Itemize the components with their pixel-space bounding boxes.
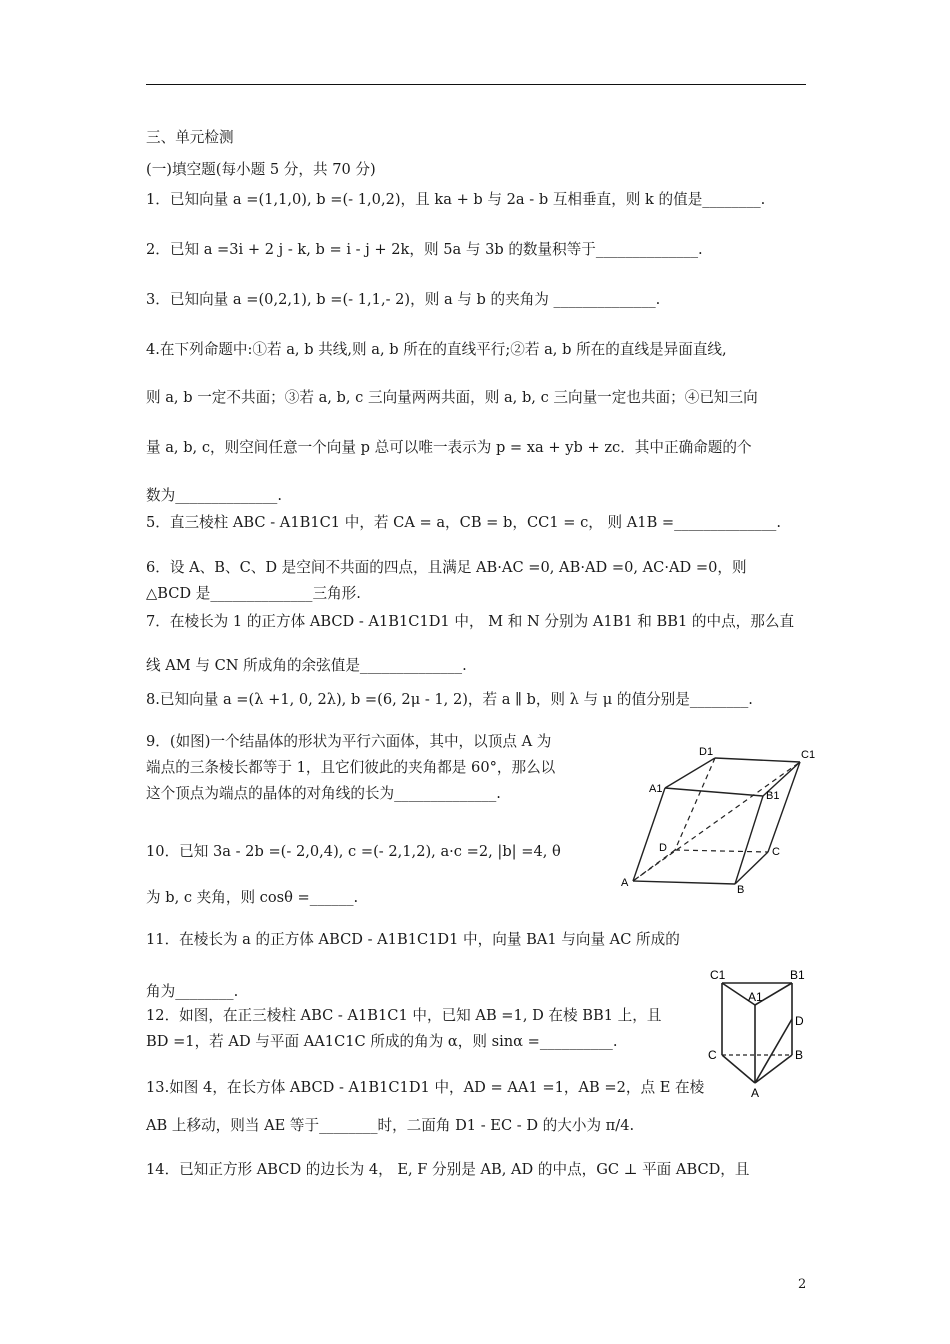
vertex-label: C1 xyxy=(801,749,816,761)
problem-line: 12．如图，在正三棱柱 ABC - A1B1C1 中，已知 AB =1, D 在棱 BB1 上，且 xyxy=(146,1007,662,1024)
problem-line: 数为______________. xyxy=(146,487,282,504)
vertex-label: B1 xyxy=(790,968,805,982)
vertex-label: B xyxy=(737,884,745,893)
vertex-label: A xyxy=(621,877,629,889)
header-rule xyxy=(146,84,806,85)
problem-line: 4.在下列命题中:①若 a, b 共线,则 a, b 所在的直线平行;②若 a, b 所在的直线是异面直线, xyxy=(146,341,727,358)
problem-line: 14．已知正方形 ABCD 的边长为 4， E, F 分别是 AB, AD 的中点，GC ⊥ 平面 ABCD，且 xyxy=(146,1161,750,1178)
vertex-label: B1 xyxy=(766,790,780,802)
problem-line: 线 AM 与 CN 所成角的余弦值是______________. xyxy=(146,657,467,674)
problem-line: 端点的三条棱长都等于 1，且它们彼此的夹角都是 60°，那么以 xyxy=(146,759,556,776)
problem-line: 这个顶点为端点的晶体的对角线的长为______________. xyxy=(146,785,501,802)
problem-line: 6．设 A、B、C、D 是空间不共面的四点，且满足 AB·AC =0, AB·AD =0, AC·AD =0，则 xyxy=(146,559,747,576)
parallelepiped-figure xyxy=(615,738,820,893)
vertex-label: C1 xyxy=(710,968,726,982)
problem-line: 角为________. xyxy=(146,983,239,1000)
problem-line: 2．已知 a =3i + 2 j - k, b = i - j + 2k，则 5a 与 3b 的数量积等于______________. xyxy=(146,241,703,258)
problem-line: 为 b, c 夹角，则 cosθ =______. xyxy=(146,889,359,906)
problem-line: 10．已知 3a - 2b =(- 2,0,4), c =(- 2,1,2), a·c =2, |b| =4, θ xyxy=(146,843,561,860)
problem-line: 8.已知向量 a =(λ +1, 0, 2λ), b =(6, 2μ - 1, 2)，若 a ∥ b，则 λ 与 μ 的值分别是________. xyxy=(146,691,753,708)
prism-figure xyxy=(700,965,815,1100)
vertex-label: B xyxy=(795,1048,804,1062)
problem-line: △BCD 是______________三角形. xyxy=(146,585,361,602)
problem-line: 7．在棱长为 1 的正方体 ABCD - A1B1C1D1 中， M 和 N 分别为 A1B1 和 BB1 的中点，那么直 xyxy=(146,613,795,630)
problem-line: 则 a, b 一定不共面；③若 a, b, c 三向量两两共面，则 a, b, c 三向量一定也共面；④已知三向 xyxy=(146,389,758,406)
vertex-label: C xyxy=(772,846,780,858)
problem-line: 9．(如图)一个结晶体的形状为平行六面体，其中，以顶点 A 为 xyxy=(146,733,552,750)
section-title: 三、单元检测 xyxy=(146,129,234,146)
vertex-label: D xyxy=(795,1014,804,1028)
problem-line: 3．已知向量 a =(0,2,1), b =(- 1,1,- 2)，则 a 与 b 的夹角为 ______________. xyxy=(146,291,661,308)
problem-line: 1．已知向量 a =(1,1,0), b =(- 1,0,2)，且 ka + b 与 2a - b 互相垂直，则 k 的值是________. xyxy=(146,191,766,208)
vertex-label: A xyxy=(751,1086,760,1100)
problem-line: 13.如图 4，在长方体 ABCD - A1B1C1D1 中，AD = AA1 =1，AB =2，点 E 在棱 xyxy=(146,1079,705,1096)
problem-line: 量 a, b, c，则空间任意一个向量 p 总可以唯一表示为 p = xa + yb + zc．其中正确命题的个 xyxy=(146,439,752,456)
vertex-label: A1 xyxy=(748,990,763,1004)
vertex-label: D1 xyxy=(699,746,714,758)
vertex-label: A1 xyxy=(649,783,663,795)
problem-line: 5．直三棱柱 ABC - A1B1C1 中，若 CA = a，CB = b，CC1 = c， 则 A1B =______________. xyxy=(146,514,781,531)
problem-line: BD =1，若 AD 与平面 AA1C1C 所成的角为 α，则 sinα =__________. xyxy=(146,1033,618,1050)
vertex-label: C xyxy=(708,1048,717,1062)
problem-line: AB 上移动，则当 AE 等于________时，二面角 D1 - EC - D 的大小为 π/4. xyxy=(146,1117,635,1134)
page-number: 2 xyxy=(798,1277,807,1292)
vertex-label: D xyxy=(659,842,667,854)
subsection-title: (一)填空题(每小题 5 分，共 70 分) xyxy=(146,161,376,178)
problem-line: 11．在棱长为 a 的正方体 ABCD - A1B1C1D1 中，向量 BA1 与向量 AC 所成的 xyxy=(146,931,680,948)
